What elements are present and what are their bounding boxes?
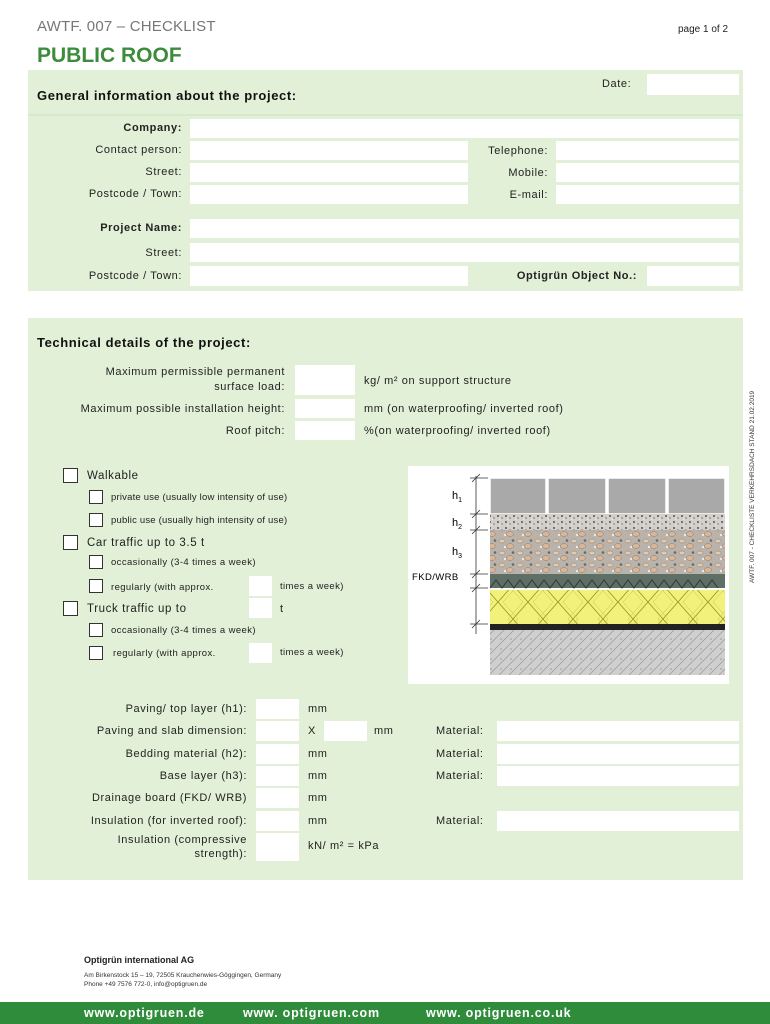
- public-use-checkbox[interactable]: [89, 513, 103, 527]
- concrete-deck-layer: [490, 630, 725, 675]
- compressive-strength-label-line1: Insulation (compressive: [117, 834, 247, 846]
- footer-address: [84, 971, 281, 989]
- roof-pitch-unit: %(on waterproofing/ inverted roof): [364, 425, 551, 437]
- installation-height-label: Maximum possible installation height:: [80, 403, 285, 415]
- telephone-label: Telephone:: [488, 145, 548, 157]
- insulation-unit: mm: [308, 815, 328, 827]
- postcode-town-field[interactable]: [190, 185, 468, 204]
- document-code: AWTF. 007 – CHECKLIST: [37, 18, 216, 35]
- surface-load-label-line1: Maximum permissible permanent: [105, 366, 285, 378]
- drainage-board-field[interactable]: [256, 788, 299, 808]
- project-name-field[interactable]: [190, 219, 739, 238]
- bedding-material-unit: mm: [308, 748, 328, 760]
- bedding-material-type-field[interactable]: [497, 744, 739, 764]
- project-street-field[interactable]: [190, 243, 739, 262]
- walkable-label: Walkable: [87, 470, 139, 482]
- installation-height-unit: mm (on waterproofing/ inverted roof): [364, 403, 564, 415]
- contact-person-field[interactable]: [190, 141, 468, 160]
- footer-link-uk[interactable]: www. optigruen.co.uk: [426, 1006, 572, 1020]
- public-use-label: public use (usually high intensity of use): [111, 515, 288, 526]
- insulation-field[interactable]: [256, 811, 299, 831]
- drainage-board-unit: mm: [308, 792, 328, 804]
- postcode-town-label: Postcode / Town:: [88, 188, 182, 200]
- base-layer-material-label: Material:: [436, 770, 484, 782]
- h1-label: $h_1$: [452, 490, 463, 504]
- car-regularly-checkbox[interactable]: [89, 579, 103, 593]
- street-field[interactable]: [190, 163, 468, 182]
- date-label: Date:: [602, 78, 632, 90]
- slab-dimension-length-field[interactable]: [324, 721, 367, 741]
- h3-label: $h_3$: [452, 546, 463, 560]
- email-field[interactable]: [556, 185, 739, 204]
- car-times-label: times a week): [280, 581, 344, 592]
- car-traffic-checkbox[interactable]: [63, 535, 78, 550]
- bedding-layer: [490, 514, 725, 530]
- project-postcode-town-field[interactable]: [190, 266, 468, 286]
- car-occasionally-label: occasionally (3-4 times a week): [111, 557, 256, 568]
- paving-top-layer-unit: mm: [308, 703, 328, 715]
- slab-dimension-label: Paving and slab dimension:: [96, 725, 247, 737]
- object-number-field[interactable]: [647, 266, 739, 286]
- footer-link-de[interactable]: www.optigruen.de: [84, 1006, 205, 1020]
- bedding-material-type-label: Material:: [436, 748, 484, 760]
- object-number-label: Optigrün Object No.:: [516, 270, 637, 282]
- installation-height-field[interactable]: [295, 399, 355, 418]
- surface-load-label-line2: surface load:: [214, 381, 285, 393]
- compressive-strength-field[interactable]: [256, 833, 299, 861]
- email-label: E-mail:: [509, 189, 548, 201]
- car-traffic-label: Car traffic up to 3.5 t: [87, 537, 205, 549]
- base-layer-field[interactable]: [256, 766, 299, 786]
- fkd-wrb-label: FKD/WRB: [412, 572, 459, 583]
- drainage-board-layer: [490, 574, 725, 588]
- car-occasionally-checkbox[interactable]: [89, 555, 103, 569]
- roof-pitch-field[interactable]: [295, 421, 355, 440]
- paving-top-layer-field[interactable]: [256, 699, 299, 719]
- truck-tonnage-field[interactable]: [249, 598, 272, 618]
- surface-load-unit: kg/ m² on support structure: [364, 375, 512, 387]
- company-label: Company:: [123, 122, 182, 134]
- slab-dimension-unit: mm: [374, 725, 394, 737]
- private-use-label: private use (usually low intensity of use): [111, 492, 288, 503]
- slab-dimension-width-field[interactable]: [256, 721, 299, 741]
- project-street-label: Street:: [145, 247, 182, 259]
- general-info-title: General information about the project:: [37, 88, 297, 103]
- walkable-checkbox[interactable]: [63, 468, 78, 483]
- slab-material-label: Material:: [436, 725, 484, 737]
- insulation-label: Insulation (for inverted roof):: [90, 815, 247, 827]
- technical-details-title: Technical details of the project:: [37, 335, 251, 350]
- side-document-reference: AWTF. 007 - CHECKLISTE VERKEHRSDACH STAND 21.02.2019: [749, 390, 756, 583]
- truck-occasionally-checkbox[interactable]: [89, 623, 103, 637]
- page-title: PUBLIC ROOF: [37, 44, 182, 67]
- footer-phone-line: Phone +49 7576 772-0, info@optigruen.de: [84, 981, 208, 988]
- truck-traffic-label: Truck traffic up to: [87, 603, 187, 615]
- paving-slab: [668, 478, 725, 514]
- roof-buildup-diagram: [408, 466, 729, 684]
- truck-regularly-label: regularly (with approx.: [113, 648, 216, 659]
- project-postcode-town-label: Postcode / Town:: [88, 270, 182, 282]
- mobile-field[interactable]: [556, 163, 739, 182]
- truck-unit-label: t: [280, 603, 284, 615]
- base-layer: [490, 530, 725, 574]
- base-layer-material-field[interactable]: [497, 766, 739, 786]
- telephone-field[interactable]: [556, 141, 739, 160]
- drainage-board-label: Drainage board (FKD/ WRB): [92, 792, 247, 804]
- base-layer-label: Base layer (h3):: [159, 770, 247, 782]
- slab-material-field[interactable]: [497, 721, 739, 741]
- waterproofing-layer: [490, 624, 725, 630]
- project-name-label: Project Name:: [100, 222, 182, 234]
- surface-load-field[interactable]: [295, 365, 355, 395]
- general-info-inner-panel: [28, 114, 743, 116]
- h2-label: $h_2$: [452, 517, 463, 531]
- base-layer-unit: mm: [308, 770, 328, 782]
- truck-times-label: times a week): [280, 647, 344, 658]
- street-label: Street:: [145, 166, 182, 178]
- footer-web-bar: [0, 1002, 770, 1024]
- insulation-layer: [490, 590, 725, 624]
- car-times-per-week-field[interactable]: [249, 576, 272, 596]
- roof-pitch-label: Roof pitch:: [225, 425, 285, 437]
- slab-dimension-x: X: [308, 725, 316, 737]
- bedding-material-field[interactable]: [256, 744, 299, 764]
- company-field[interactable]: [190, 119, 739, 138]
- mobile-label: Mobile:: [508, 167, 548, 179]
- truck-traffic-checkbox[interactable]: [63, 601, 78, 616]
- paving-slab: [548, 478, 606, 514]
- car-regularly-label: regularly (with approx.: [111, 582, 214, 593]
- paving-slab: [490, 478, 546, 514]
- truck-times-per-week-field[interactable]: [249, 643, 272, 663]
- roof-buildup-illustration: [408, 466, 729, 684]
- footer-link-com[interactable]: www. optigruen.com: [243, 1006, 380, 1020]
- paving-top-layer-label: Paving/ top layer (h1):: [125, 703, 247, 715]
- footer-address-line: Am Birkenstock 15 – 19, 72505 Krauchenwies-Göggingen, Germany: [84, 972, 282, 979]
- page-number: page 1 of 2: [678, 24, 729, 35]
- insulation-material-label: Material:: [436, 815, 484, 827]
- paving-slab: [608, 478, 666, 514]
- date-field[interactable]: [647, 74, 739, 95]
- private-use-checkbox[interactable]: [89, 490, 103, 504]
- truck-regularly-checkbox[interactable]: [89, 646, 103, 660]
- compressive-strength-unit: kN/ m² = kPa: [308, 840, 380, 852]
- contact-person-label: Contact person:: [95, 144, 182, 156]
- footer-company-name: Optigrün international AG: [84, 955, 195, 965]
- truck-occasionally-label: occasionally (3-4 times a week): [111, 625, 256, 636]
- bedding-material-label: Bedding material (h2):: [125, 748, 247, 760]
- insulation-material-field[interactable]: [497, 811, 739, 831]
- compressive-strength-label-line2: strength):: [194, 848, 247, 860]
